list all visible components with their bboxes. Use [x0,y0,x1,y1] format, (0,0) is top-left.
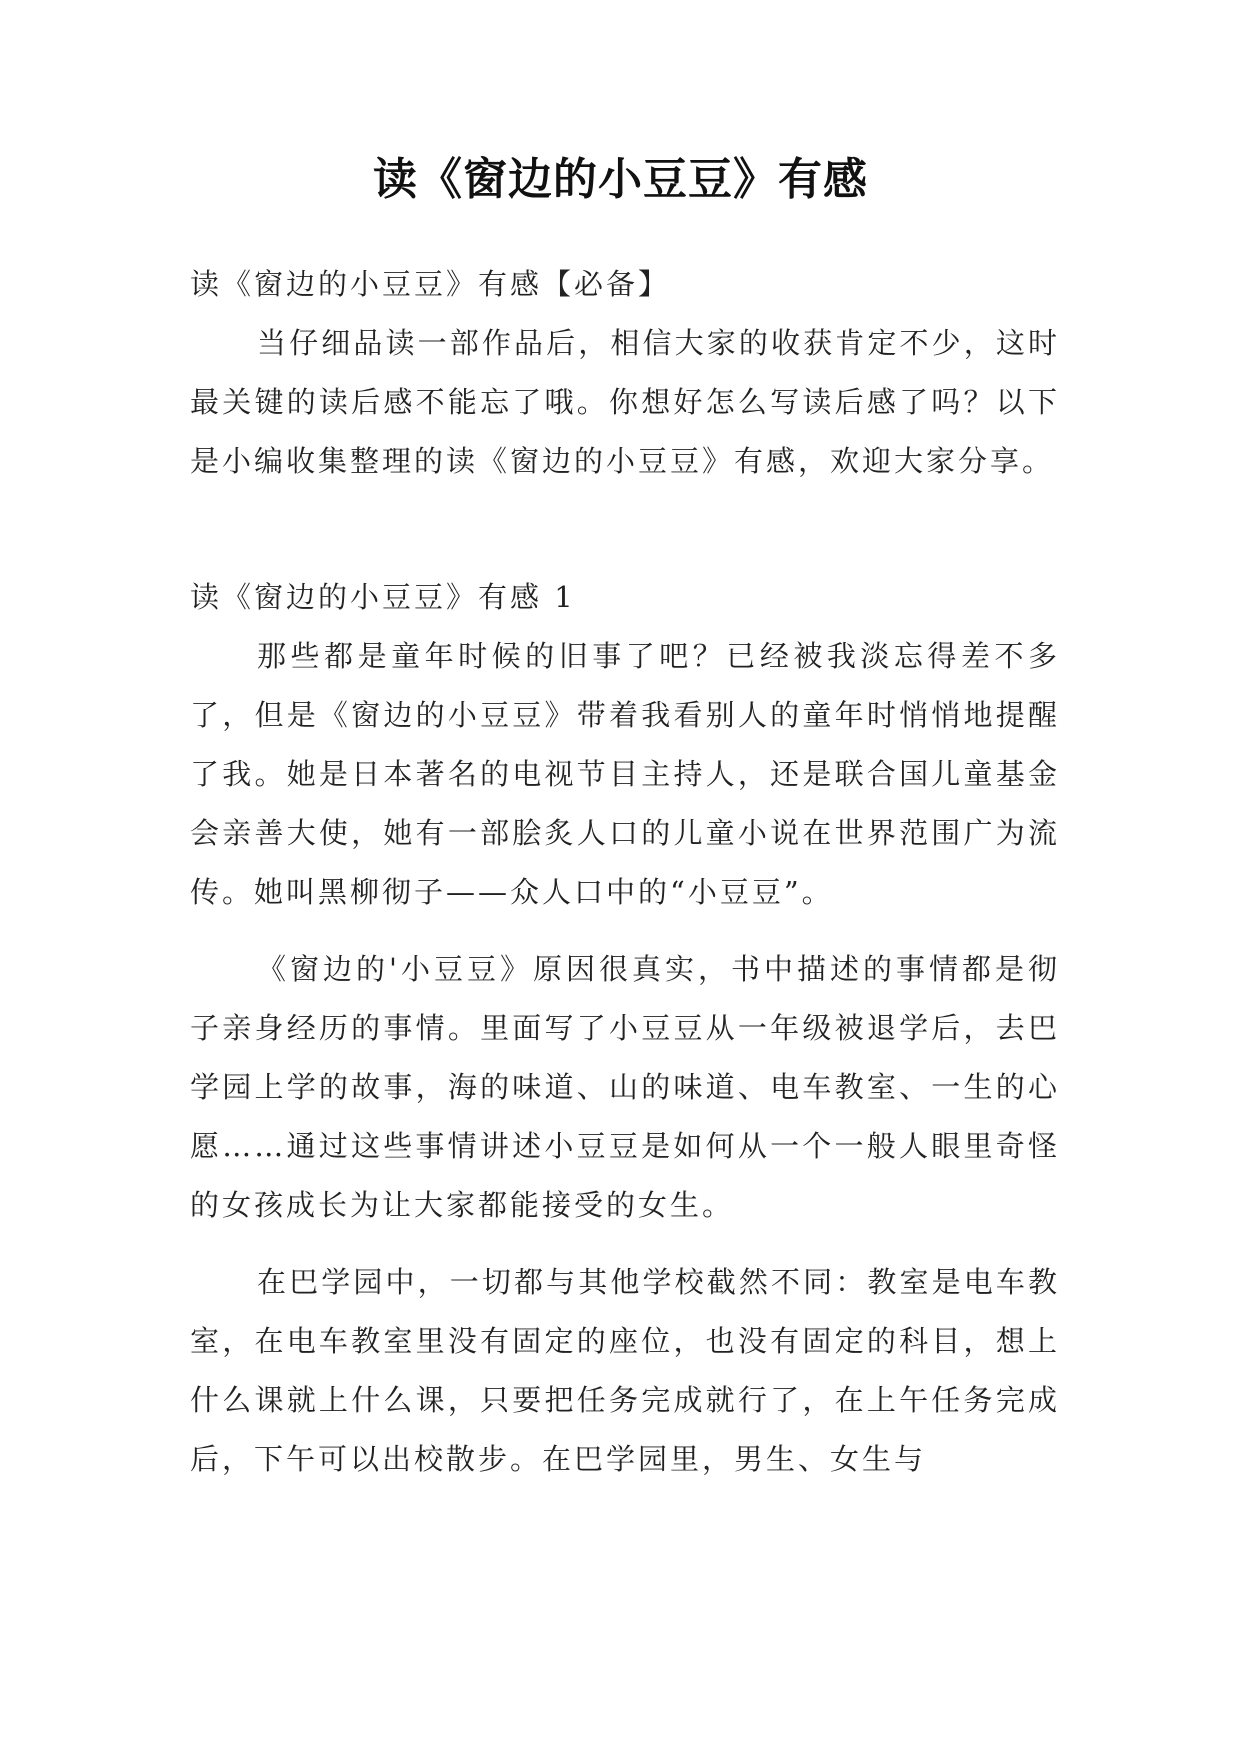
document-subtitle: 读《窗边的小豆豆》有感【必备】 [190,267,671,301]
section1-heading: 读《窗边的小豆豆》有感 1 [190,580,576,614]
section1-paragraph-1: 那些都是童年时候的旧事了吧？已经被我淡忘得差不多了，但是《窗边的小豆豆》带着我看别人的童年时悄悄地提醒了我。她是日本著名的电视节目主持人，还是联合国儿童基金会亲善大使，她有一部脍炙人口的儿童小说在世界范围广为流传。她叫黑柳彻子——众人口中的“小豆豆”。 [190,639,1060,909]
intro-paragraph: 当仔细品读一部作品后，相信大家的收获肯定不少，这时最关键的读后感不能忘了哦。你想好怎么写读后感了吗？以下是小编收集整理的读《窗边的小豆豆》有感，欢迎大家分享。 [190,326,1060,478]
section1-paragraph-2: 《窗边的'小豆豆》原因很真实，书中描述的事情都是彻子亲身经历的事情。里面写了小豆豆从一年级被退学后，去巴学园上学的故事，海的味道、山的味道、电车教室、一生的心愿……通过这些事情讲述小豆豆是如何从一个一般人眼里奇怪的女孩成长为让大家都能接受的女生。 [190,952,1060,1222]
section1-paragraph-3: 在巴学园中，一切都与其他学校截然不同：教室是电车教室，在电车教室里没有固定的座位，也没有固定的科目，想上什么课就上什么课，只要把任务完成就行了，在上午任务完成后，下午可以出校散步。在巴学园里，男生、女生与 [190,1265,1060,1476]
document-title: 读《窗边的小豆豆》有感 [373,154,868,205]
